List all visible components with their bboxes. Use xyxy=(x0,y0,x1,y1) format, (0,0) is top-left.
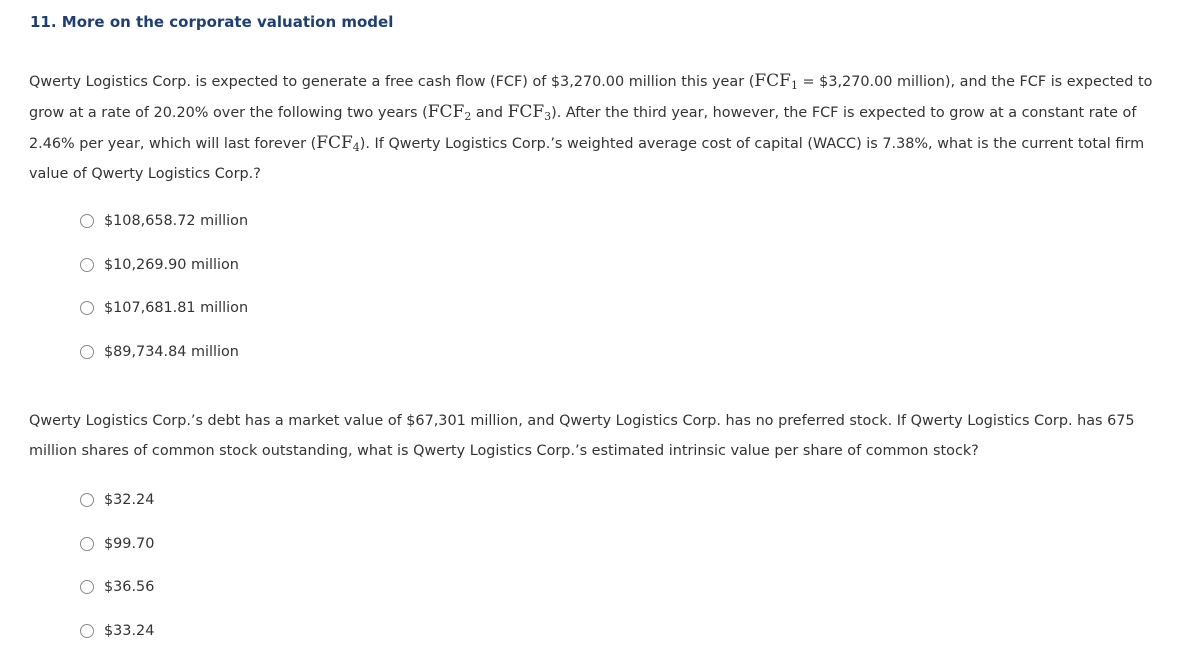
radio-button[interactable] xyxy=(80,537,94,551)
part1-option-3[interactable] xyxy=(80,299,248,343)
radio-button[interactable] xyxy=(80,345,94,359)
option-label: $32.24 xyxy=(104,492,155,508)
fcf3-math xyxy=(508,102,552,122)
radio-button[interactable] xyxy=(80,493,94,507)
option-label: $107,681.81 million xyxy=(104,300,249,317)
question-part2-text: Qwerty Logistics Corp.’s debt has a market value of $67,301 million, and Qwerty Logistics Corp. has no preferred stock. If Qwerty Logistics Corp. has 675 million shares of common stock outstanding, what is Qwerty Logistics Corp.’s estimated intrinsic value per share of common stock? xyxy=(29,413,1135,459)
fcf1-subscript: 1 xyxy=(790,79,798,92)
option-label: $108,658.72 million xyxy=(104,213,249,229)
part2-option-3[interactable] xyxy=(80,578,154,622)
part1-text-c: and xyxy=(471,105,508,121)
fcf3-subscript: 3 xyxy=(544,110,552,123)
radio-button[interactable] xyxy=(80,258,94,272)
part1-option-4[interactable] xyxy=(80,343,248,387)
part1-text-b: = $3,270.00 million), and the FCF is expected to grow at a rate of 20.20% over the following two years ( xyxy=(29,74,1153,121)
part2-option-2[interactable] xyxy=(80,535,154,579)
radio-button[interactable] xyxy=(80,214,94,228)
part1-option-1[interactable] xyxy=(80,212,248,256)
option-label: $10,269.90 million xyxy=(104,256,239,273)
option-label: $89,734.84 million xyxy=(104,344,239,361)
fcf4-math xyxy=(316,133,360,153)
fcf4-base: FCF xyxy=(316,133,353,153)
part1-option-2[interactable] xyxy=(80,256,248,300)
radio-button[interactable] xyxy=(80,301,94,315)
fcf2-subscript: 2 xyxy=(464,110,472,123)
part1-text-e: ). If Qwerty Logistics Corp.’s weighted average cost of capital (WACC) is 7.38%, what is the current total firm value of Qwerty Logistics Corp.? xyxy=(29,136,1145,182)
part1-answer-options xyxy=(80,212,248,387)
question-part1-text xyxy=(29,66,1174,189)
fcf4-subscript: 4 xyxy=(352,141,360,154)
option-label: $33.24 xyxy=(104,623,155,640)
fcf1-math xyxy=(754,71,798,91)
part2-answer-options xyxy=(80,491,154,666)
part1-text-a: Qwerty Logistics Corp. is expected to generate a free cash flow (FCF) of $3,270.00 million this year ( xyxy=(29,74,755,90)
question-title: 11. More on the corporate valuation model xyxy=(30,13,394,31)
option-label: $99.70 xyxy=(104,535,155,552)
radio-button[interactable] xyxy=(80,580,94,594)
part2-option-4[interactable] xyxy=(80,622,154,666)
fcf1-base: FCF xyxy=(754,71,791,91)
fcf2-math xyxy=(428,102,472,122)
part1-text-d: ). After the third year, however, the FCF is expected to grow at a constant rate of 2.46% per year, which will last forever ( xyxy=(29,105,1137,152)
option-label: $36.56 xyxy=(104,579,155,596)
part2-option-1[interactable] xyxy=(80,491,154,535)
fcf3-base: FCF xyxy=(507,102,545,122)
fcf2-base: FCF xyxy=(427,102,465,122)
radio-button[interactable] xyxy=(80,624,94,638)
